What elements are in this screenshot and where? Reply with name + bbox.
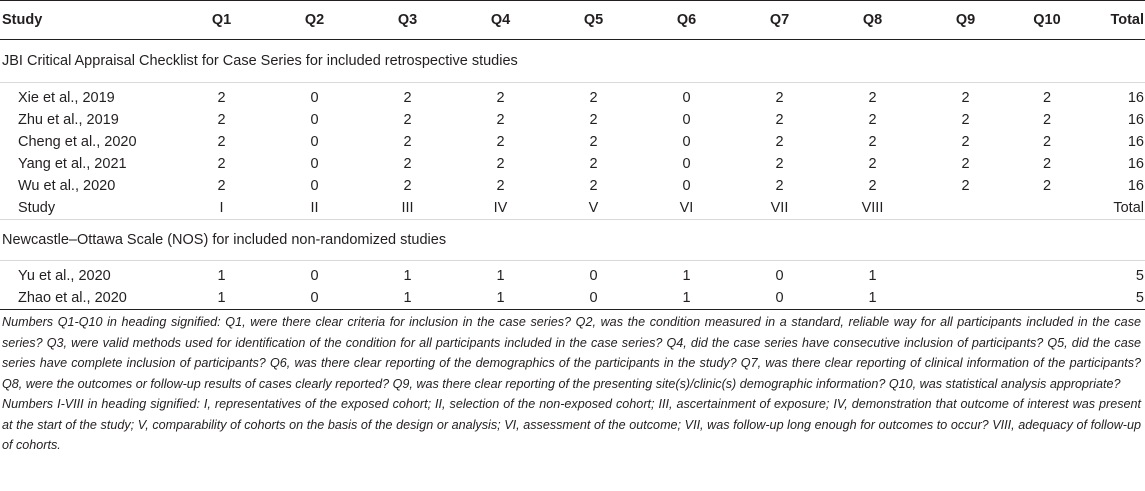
score-cell: 2 [496,134,505,150]
header-study: Study [2,12,43,28]
score-cell: 0 [682,156,691,172]
score-cell: VII [733,197,826,220]
score-cell: 2 [961,156,970,172]
score-cell: 2 [1042,90,1052,106]
section-title-row [0,220,1145,261]
score-cell: 2 [217,112,226,128]
table-row [0,175,1145,197]
score-cell: 2 [775,156,784,172]
score-cell: 2 [496,178,505,194]
header-q10: Q10 [1033,12,1061,28]
score-cell: 0 [682,178,691,194]
table-footnotes [0,310,1145,456]
score-cell: 0 [775,268,784,284]
header-q5: Q5 [583,12,604,28]
score-cell [1012,197,1082,220]
score-cell: 1 [175,287,268,310]
header-q7: Q7 [769,12,790,28]
score-cell [919,197,1012,220]
score-cell: 2 [403,178,412,194]
table-row [0,109,1145,131]
score-cell: 0 [310,112,319,128]
score-cell: 0 [682,134,691,150]
footnote-nos-items: Numbers I-VIII in heading signified: I, representatives of the exposed cohort; II, selection of the non-exposed cohort; III, ascertainment of exposure; IV, demonstration that outcome of interest was present at the start of the study; V, comparability of cohorts on the basis of the design or analysis; VI, assessment of the outcome; VII, was follow-up long enough for outcomes to occur? VIII, adequacy of follow-up of cohorts. [2,397,1141,452]
total-cell: 16 [1127,90,1144,106]
score-cell: 2 [589,134,598,150]
score-cell: 2 [961,178,970,194]
score-cell: 1 [640,287,733,310]
score-cell: 2 [775,90,784,106]
study-name-cell: Study [0,197,175,220]
footnote-questions: Numbers Q1-Q10 in heading signified: Q1, were there clear criteria for inclusion in the case series? Q2, was the condition measured in a standard, reliable way for all participants included in the case series? Q3, were valid methods used for identification of the condition for all participants included in the case series? Q4, did the case series have consecutive inclusion of participants? Q5, did the case series have complete inclusion of participants? Q6, was there clear reporting of the demographics of the participants in the study? Q7, was there clear reporting of clinical information of the participants? Q8, were the outcomes or follow-up results of cases clearly reported? Q9, was there clear reporting of the presenting site(s)/clinic(s) demographic information? Q10, was statistical analysis appropriate? [2,315,1141,391]
score-cell: 1 [682,268,691,284]
header-q9: Q9 [955,12,976,28]
score-cell [1012,265,1082,287]
score-cell: 2 [403,134,412,150]
total-cell: 16 [1127,134,1144,150]
score-cell: 2 [496,90,505,106]
score-cell: III [361,197,454,220]
score-cell: 2 [775,112,784,128]
score-cell: 1 [496,268,505,284]
nos-subheader-row [0,197,1145,220]
table-row [0,265,1145,287]
score-cell: 2 [217,178,226,194]
study-name-cell: Yang et al., 2021 [18,156,127,172]
score-cell: 2 [589,112,598,128]
study-name-cell: Yu et al., 2020 [18,268,111,284]
score-cell: 0 [310,134,319,150]
score-cell: 2 [868,156,877,172]
score-cell: 0 [682,90,691,106]
score-cell: 2 [1042,134,1052,150]
total-cell: 16 [1127,156,1144,172]
total-cell: 16 [1127,112,1144,128]
score-cell: 0 [268,287,361,310]
score-cell: VIII [826,197,919,220]
header-q8: Q8 [862,12,883,28]
score-cell [919,265,1012,287]
study-name-cell: Xie et al., 2019 [18,90,115,106]
score-cell: 0 [310,90,319,106]
header-q1: Q1 [211,12,232,28]
score-cell: 2 [217,156,226,172]
score-cell: 2 [868,90,877,106]
section-title-row [0,40,1145,83]
score-cell: 2 [403,156,412,172]
study-name-cell: Wu et al., 2020 [18,178,116,194]
score-cell: 1 [868,268,877,284]
section-title-nos: Newcastle–Ottawa Scale (NOS) for included non-randomized studies [0,220,1145,261]
score-cell: IV [454,197,547,220]
score-cell: 0 [733,287,826,310]
study-name-cell: Cheng et al., 2020 [18,134,137,150]
score-cell: 2 [403,112,412,128]
score-cell: 2 [868,134,877,150]
table-header-row [0,1,1145,40]
score-cell: I [175,197,268,220]
score-cell: 2 [217,90,226,106]
score-cell: 2 [403,90,412,106]
score-cell: 2 [1042,178,1052,194]
score-cell: 2 [496,156,505,172]
total-cell: 16 [1127,178,1144,194]
score-cell: 1 [826,287,919,310]
score-cell: V [547,197,640,220]
score-cell: 0 [682,112,691,128]
header-q2: Q2 [304,12,325,28]
table-row [0,131,1145,153]
header-q3: Q3 [397,12,418,28]
score-cell: 0 [310,178,319,194]
score-cell: 2 [496,112,505,128]
score-cell [919,287,1012,310]
score-cell: 2 [961,134,970,150]
score-cell: 2 [961,90,970,106]
score-cell: 1 [217,268,226,284]
table-row [0,153,1145,175]
total-cell: Total [1082,197,1145,220]
score-cell: 2 [1042,112,1052,128]
score-cell: 2 [1042,156,1052,172]
score-cell: 2 [868,112,877,128]
header-total: Total [1110,12,1144,28]
score-cell: 0 [310,268,319,284]
table-body [0,40,1145,310]
score-cell: 0 [547,287,640,310]
score-cell: 2 [775,178,784,194]
score-cell: 2 [217,134,226,150]
score-cell: 1 [403,268,412,284]
score-cell: II [268,197,361,220]
score-cell: 0 [310,156,319,172]
total-cell: 5 [1082,287,1145,310]
table-row [0,87,1145,109]
score-cell: 2 [589,156,598,172]
score-cell: VI [640,197,733,220]
score-cell: 2 [868,178,877,194]
score-cell: 2 [961,112,970,128]
score-cell: 2 [775,134,784,150]
score-cell: 2 [589,90,598,106]
total-cell: 5 [1135,268,1144,284]
study-name-cell: Zhao et al., 2020 [0,287,175,310]
score-cell: 0 [589,268,598,284]
header-q6: Q6 [676,12,697,28]
score-cell: 2 [589,178,598,194]
header-q4: Q4 [490,12,511,28]
section-title-jbi: JBI Critical Appraisal Checklist for Case Series for included retrospective studies [0,40,1145,83]
score-cell: 1 [454,287,547,310]
score-cell: 1 [361,287,454,310]
score-cell [1012,287,1082,310]
table-row [0,287,1145,310]
study-name-cell: Zhu et al., 2019 [18,112,119,128]
